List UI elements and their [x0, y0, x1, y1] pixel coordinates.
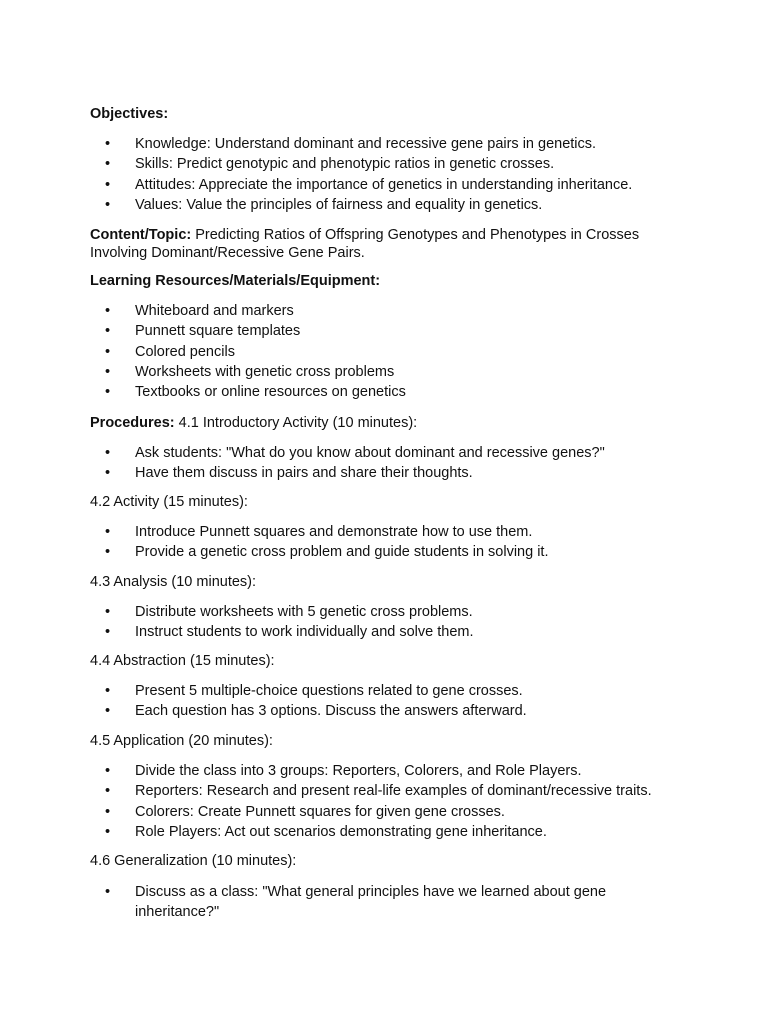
list-item: • Role Players: Act out scenarios demonstrating gene inheritance. [90, 822, 652, 842]
list-item: • Colored pencils [90, 342, 406, 362]
list-item: • Textbooks or online resources on genetics [90, 382, 406, 402]
list-item: • Distribute worksheets with 5 genetic cross problems. [90, 602, 474, 622]
list-item: • Have them discuss in pairs and share their thoughts. [90, 463, 605, 483]
generalization-title: 4.6 Generalization (10 minutes): [90, 853, 297, 869]
list-item: • Introduce Punnett squares and demonstrate how to use them. [90, 522, 548, 542]
content-topic [90, 225, 639, 245]
abstraction-title: 4.4 Abstraction (15 minutes): [90, 653, 275, 669]
list-item: • Attitudes: Appreciate the importance of genetics in understanding inheritance. [90, 175, 632, 195]
application-title: 4.5 Application (20 minutes): [90, 733, 273, 749]
list-item: • Discuss as a class: "What general principles have we learned about gene inheritance?" [90, 882, 675, 922]
abstraction-list [90, 681, 527, 722]
procedures-heading [90, 413, 417, 433]
list-item: • Whiteboard and markers [90, 301, 406, 321]
analysis-title: 4.3 Analysis (10 minutes): [90, 574, 257, 590]
analysis-list [90, 602, 474, 643]
list-item: • Worksheets with genetic cross problems [90, 362, 406, 382]
list-item: • Values: Value the principles of fairness and equality in genetics. [90, 195, 632, 215]
resources-list [90, 301, 406, 402]
list-item: • Provide a genetic cross problem and guide students in solving it. [90, 542, 548, 562]
activity-list [90, 522, 548, 563]
resources-heading: Learning Resources/Materials/Equipment: [90, 273, 381, 289]
list-item: • Present 5 multiple-choice questions related to gene crosses. [90, 681, 527, 701]
list-item: • Colorers: Create Punnett squares for given gene crosses. [90, 802, 652, 822]
content-topic-text: Predicting Ratios of Offspring Genotypes and Phenotypes in Crosses [191, 227, 640, 243]
list-item: • Knowledge: Understand dominant and recessive gene pairs in genetics. [90, 134, 632, 154]
list-item: • Divide the class into 3 groups: Reporters, Colorers, and Role Players. [90, 761, 652, 781]
application-list [90, 761, 652, 842]
list-item: • Instruct students to work individually and solve them. [90, 622, 474, 642]
objectives-heading: Objectives: [90, 106, 169, 122]
list-item: • Reporters: Research and present real-life examples of dominant/recessive traits. [90, 781, 652, 801]
activity-title: 4.2 Activity (15 minutes): [90, 494, 248, 510]
list-item: • Punnett square templates [90, 321, 406, 341]
content-topic-label: Content/Topic: [90, 227, 192, 243]
list-item: • Skills: Predict genotypic and phenotypic ratios in genetic crosses. [90, 154, 632, 174]
objectives-list [90, 134, 632, 215]
procedures-label: Procedures: [90, 415, 175, 431]
list-item: • Each question has 3 options. Discuss the answers afterward. [90, 701, 527, 721]
generalization-list [90, 882, 675, 922]
intro-activity-list [90, 443, 605, 484]
intro-activity-title: 4.1 Introductory Activity (10 minutes): [174, 415, 418, 431]
list-item: • Ask students: "What do you know about dominant and recessive genes?" [90, 443, 605, 463]
content-topic-continued: Involving Dominant/Recessive Gene Pairs. [90, 245, 365, 261]
